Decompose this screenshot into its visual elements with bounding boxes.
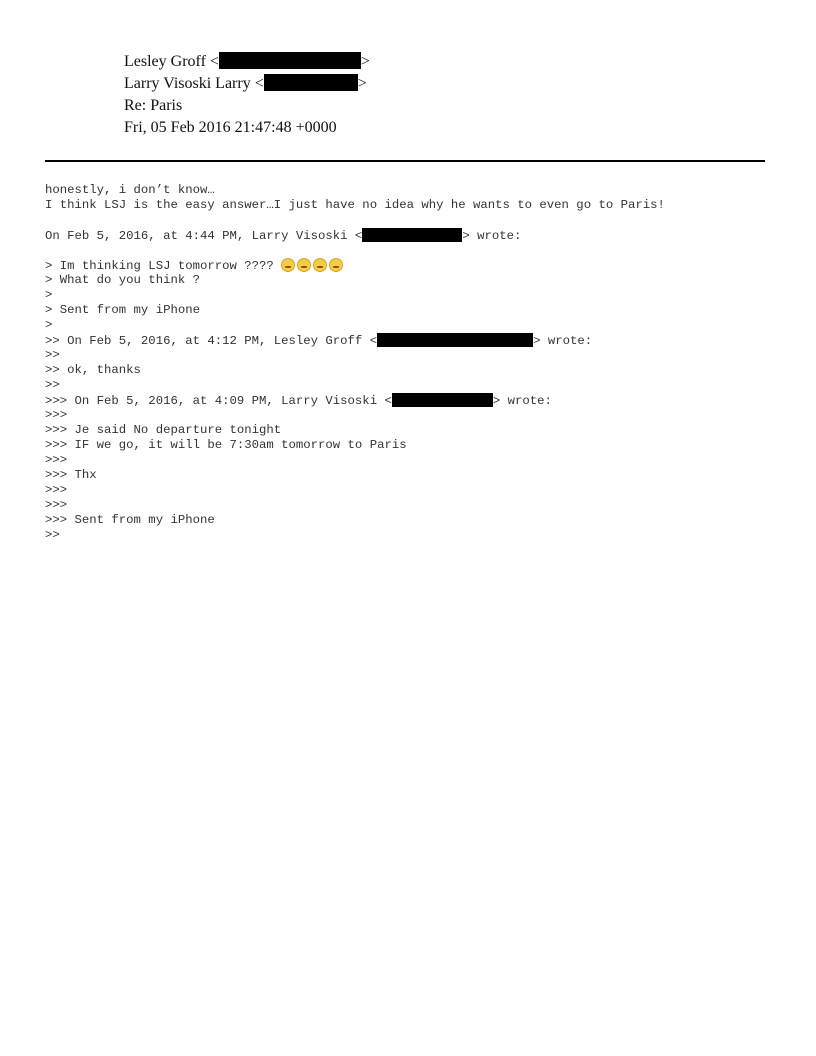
header-divider [45,160,765,162]
quote-line [45,258,665,273]
quote-line: > [45,318,53,332]
to-name: Larry Visoski Larry < [124,75,264,92]
email-body [45,183,665,543]
blank-line [45,243,665,258]
quote-text: > Im thinking LSJ tomorrow ???? [45,259,282,273]
grinning-face-emoji-icon [329,258,343,272]
quote-line: >>> [45,498,68,512]
redacted-email [362,228,462,242]
subject-value: Re: Paris [124,97,183,114]
quote-attribution [45,333,665,348]
quote-line: > Sent from my iPhone [45,303,200,317]
quote-line: >>> [45,408,68,422]
attribution-text: On Feb 5, 2016, at 4:44 PM, Larry Visoski < [45,229,363,243]
redacted-email [392,393,493,407]
blank-line [45,213,665,228]
redacted-email [264,74,358,91]
grinning-face-emoji-icon [297,258,311,272]
attribution-text: >>> On Feb 5, 2016, at 4:09 PM, Larry Visoski < [45,394,392,408]
attribution-text: >> On Feb 5, 2016, at 4:12 PM, Lesley Groff < [45,334,378,348]
body-line: I think LSJ is the easy answer…I just have no idea why he wants to even go to Paris! [45,198,665,212]
body-line: honestly, i don’t know… [45,183,215,197]
quote-line: > What do you think ? [45,273,200,287]
quote-line: > [45,288,53,302]
attribution-end: > wrote: [533,334,593,348]
quote-line: >>> [45,453,68,467]
quote-line: >>> Sent from my iPhone [45,513,215,527]
from-close: > [360,53,370,70]
to-value [124,73,367,95]
date-value: Fri, 05 Feb 2016 21:47:48 +0000 [124,119,337,136]
quote-line: >>> IF we go, it will be 7:30am tomorrow to Paris [45,438,407,452]
quote-line: >> [45,348,60,362]
from-value [124,51,370,73]
redacted-email [219,52,361,69]
attribution-end: > wrote: [462,229,522,243]
to-close: > [357,75,367,92]
attribution-end: > wrote: [492,394,552,408]
quote-line: >>> [45,483,68,497]
grinning-face-emoji-icon [313,258,327,272]
quote-attribution [45,393,665,408]
from-name: Lesley Groff < [124,53,219,70]
quote-line: >>> Thx [45,468,97,482]
quote-attribution [45,228,665,243]
quote-line: >> [45,528,60,542]
grinning-face-emoji-icon [281,258,295,272]
quote-line: >> ok, thanks [45,363,141,377]
redacted-email [377,333,533,347]
quote-line: >>> Je said No departure tonight [45,423,282,437]
quote-line: >> [45,378,60,392]
